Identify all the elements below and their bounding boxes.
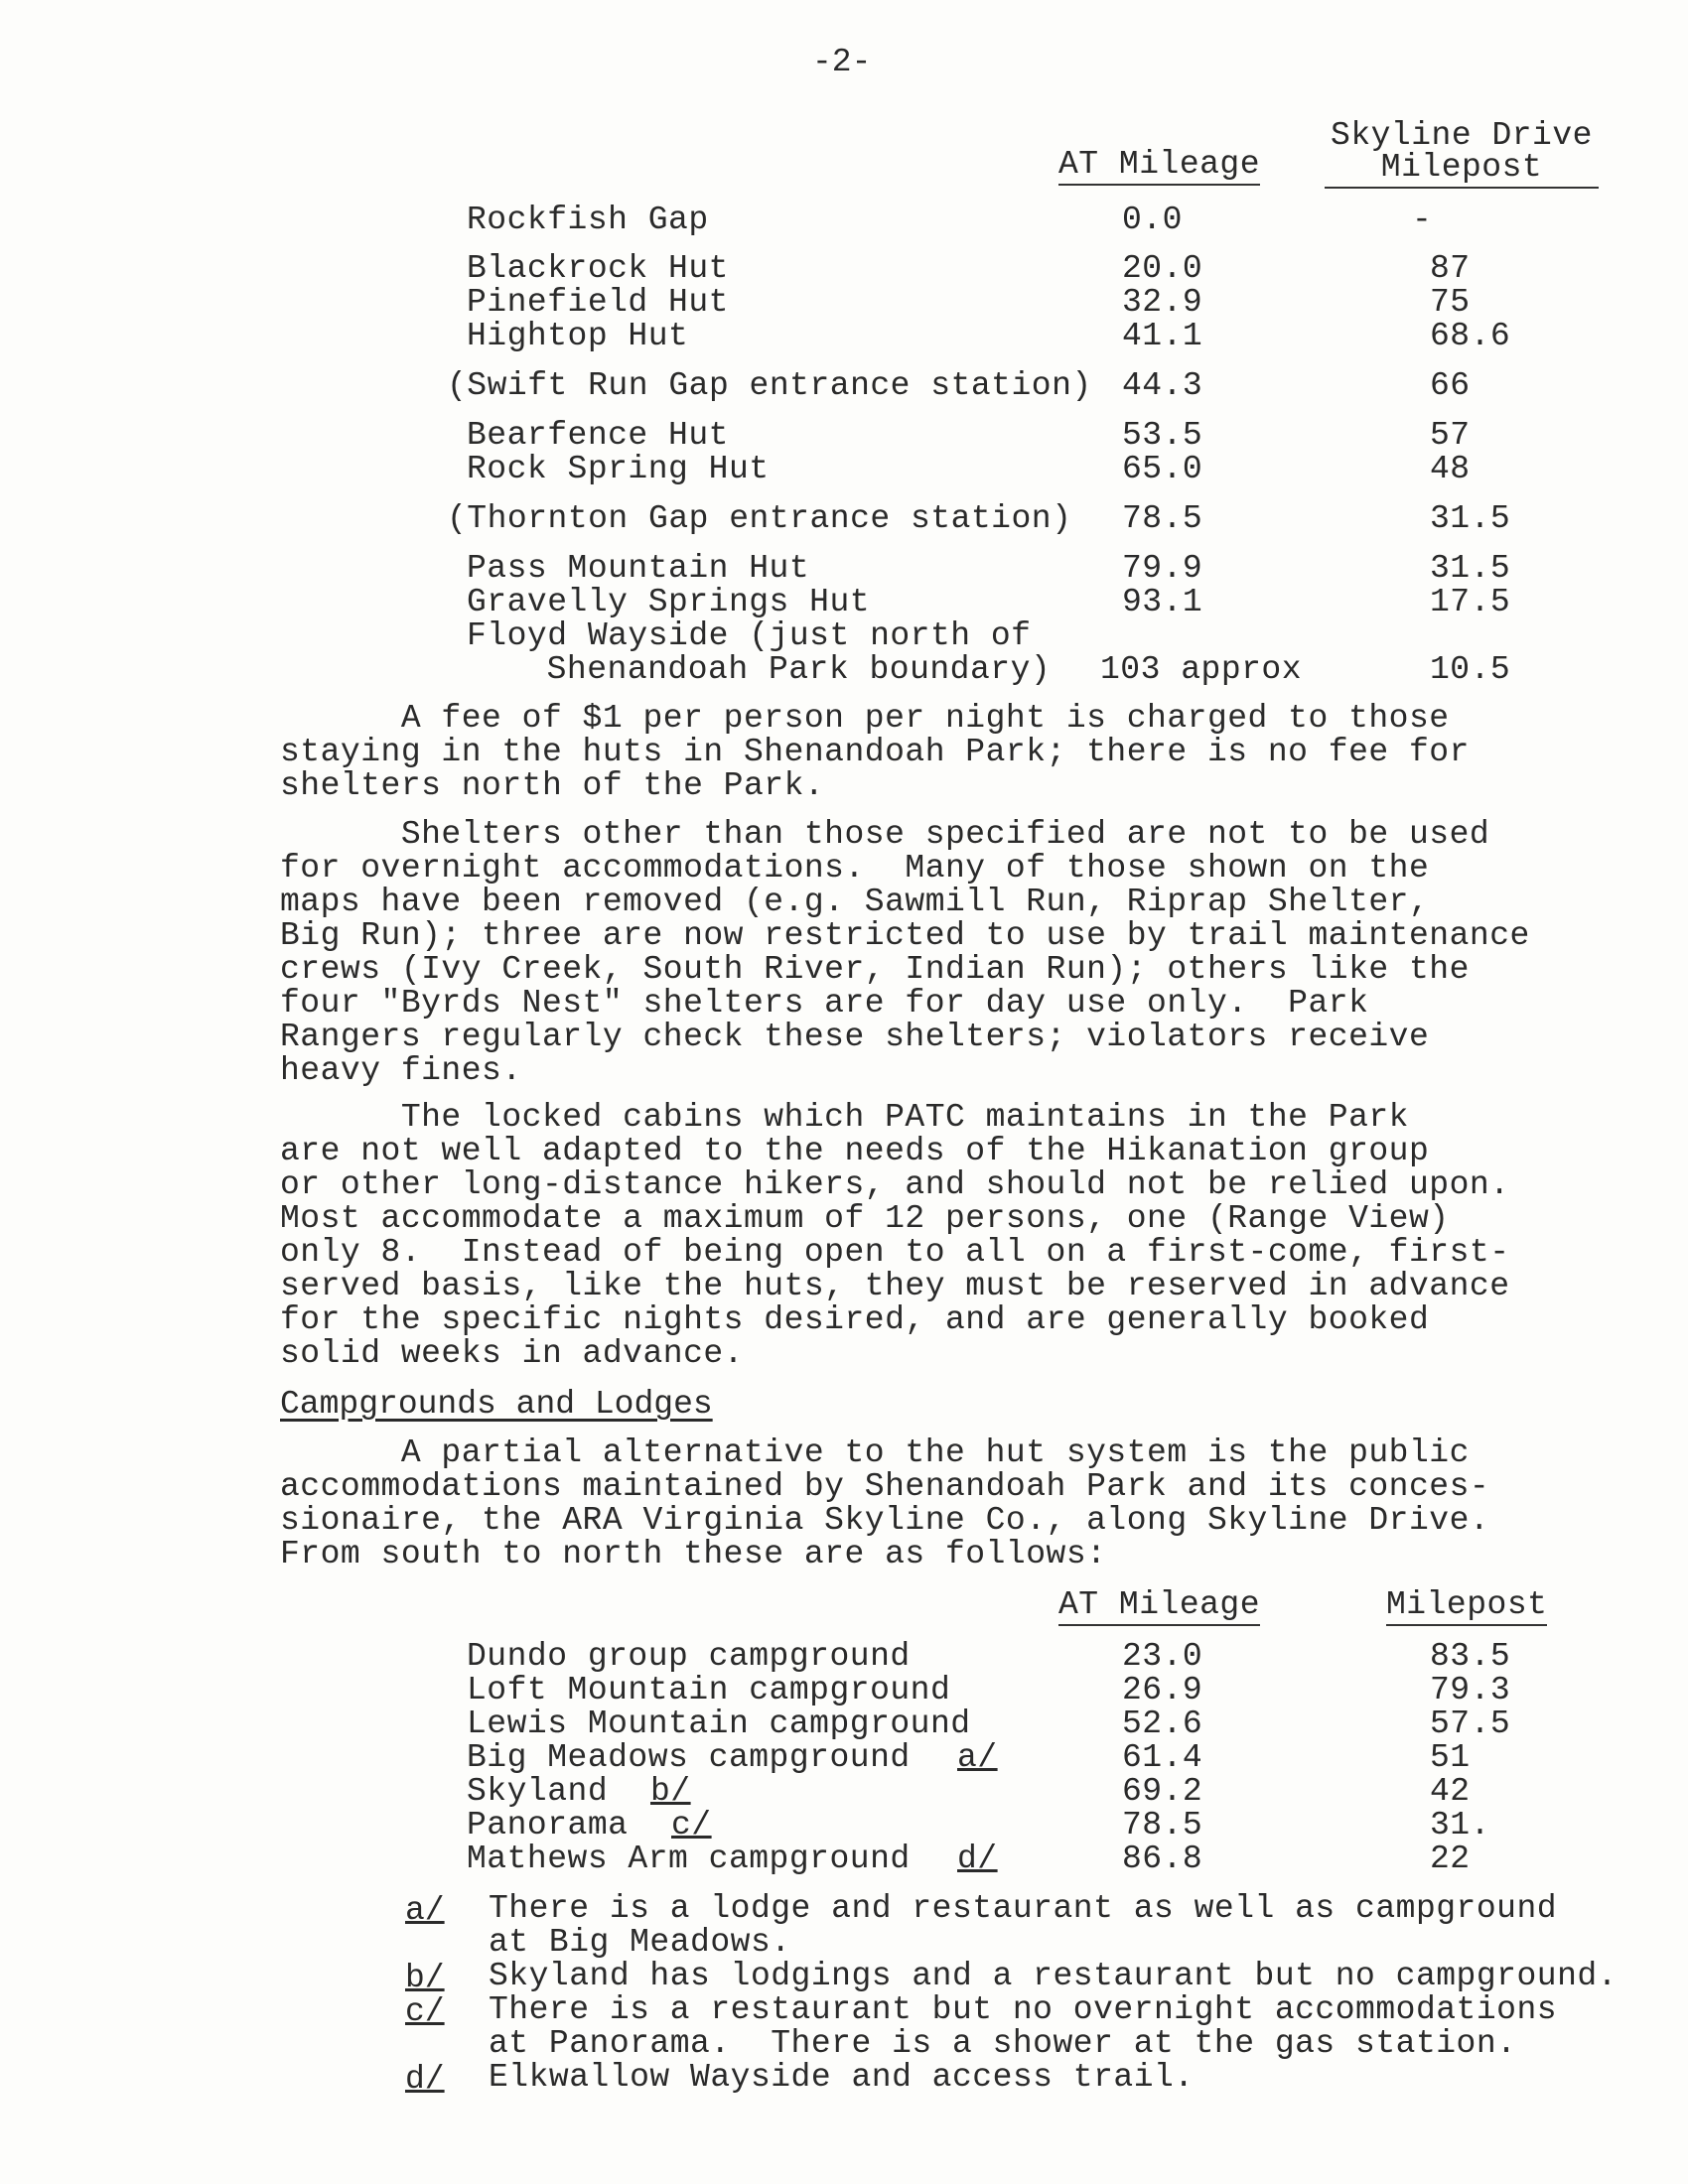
table2-cell-at-mileage: 52.6	[1122, 1706, 1203, 1742]
table1-cell-at-mileage: 93.1	[1122, 584, 1203, 620]
footnote-text: Skyland has lodgings and a restaurant but no campground.	[489, 1958, 1618, 1994]
table1-cell-milepost: 75	[1430, 284, 1471, 321]
table1-cell-name: Shenandoah Park boundary)	[506, 651, 1052, 688]
table2-cell-milepost: 42	[1430, 1773, 1471, 1810]
table1-cell-at-mileage: 53.5	[1122, 417, 1203, 454]
table1-cell-milepost: 87	[1430, 250, 1471, 287]
table2-cell-milepost: 31.	[1430, 1807, 1490, 1843]
table1-cell-name: Bearfence Hut	[467, 417, 729, 454]
table1-cell-name: Rockfish Gap	[467, 202, 709, 238]
table2-cell-at-mileage: 86.8	[1122, 1841, 1203, 1877]
table1-cell-milepost: 57	[1430, 417, 1471, 454]
table2-cell-milepost: 57.5	[1430, 1706, 1511, 1742]
paragraph-locked-cabins: The locked cabins which PATC maintains in the Park are not well adapted to the needs of the Hikanation group or other long-distance hikers, and should not be relied upon. Most accommodate a maximum of 12 persons, one (Range View) only 8. Instead of being open to all on a first-come, first- served basis, like the huts, they must be reserved in advance for the specific nights desired, and are generally booked solid weeks in advance.	[280, 1099, 1510, 1372]
table2-cell-name: Mathews Arm campground	[467, 1841, 911, 1877]
table1-cell-milepost: 31.5	[1430, 500, 1511, 537]
table2-cell-name: Lewis Mountain campground	[467, 1706, 971, 1742]
paragraph-campgrounds-intro: A partial alternative to the hut system is the public accommodations maintained by Shenandoah Park and its conces- sionaire, the ARA Virginia Skyline Co., along Skyline Drive. From south to north these are as follows:	[280, 1434, 1490, 1572]
table2-cell-milepost: 51	[1430, 1739, 1471, 1776]
table2-cell-name: Loft Mountain campground	[467, 1672, 951, 1708]
table1-cell-milepost: 10.5	[1430, 651, 1511, 688]
table1-cell-at-mileage: 41.1	[1122, 318, 1203, 354]
table1-cell-at-mileage: 0.0	[1122, 202, 1183, 238]
table1-cell-milepost: 31.5	[1430, 550, 1511, 587]
table1-cell-milepost: 17.5	[1430, 584, 1511, 620]
table1-cell-at-mileage: 44.3	[1122, 367, 1203, 404]
table1-cell-at-mileage: 65.0	[1122, 451, 1203, 487]
footnote-text: Elkwallow Wayside and access trail.	[489, 2059, 1195, 2096]
table2-cell-milepost: 83.5	[1430, 1638, 1511, 1675]
table2-cell-milepost: 79.3	[1430, 1672, 1511, 1708]
table2-cell-at-mileage: 61.4	[1122, 1739, 1203, 1776]
table2-cell-name: Big Meadows campground	[467, 1739, 911, 1776]
page-number: -2-	[812, 44, 872, 80]
table2-header-milepost: Milepost	[1386, 1588, 1547, 1626]
table1-cell-name: Blackrock Hut	[467, 250, 729, 287]
table2-cell-footnote-ref: b/	[650, 1773, 691, 1810]
table1-cell-name: Pinefield Hut	[467, 284, 729, 321]
table2-cell-name: Dundo group campground	[467, 1638, 911, 1675]
table1-header-milepost: Milepost	[1325, 151, 1599, 189]
table2-cell-at-mileage: 23.0	[1122, 1638, 1203, 1675]
footnote-mark: a/	[405, 1892, 445, 1929]
footnote-mark: d/	[405, 2061, 445, 2098]
table2-header-at-mileage: AT Mileage	[1058, 1588, 1260, 1626]
table1-cell-name: (Thornton Gap entrance station)	[447, 500, 1072, 537]
table2-cell-footnote-ref: d/	[957, 1841, 998, 1877]
table1-cell-milepost: 48	[1430, 451, 1471, 487]
table1-cell-name: Rock Spring Hut	[467, 451, 770, 487]
paragraph-fee: A fee of $1 per person per night is charged to those staying in the huts in Shenandoah Park; there is no fee for shelters north of the Park.	[280, 700, 1470, 804]
table1-cell-name: Hightop Hut	[467, 318, 689, 354]
paragraph-shelters: Shelters other than those specified are not to be used for overnight accommodations. Many of those shown on the maps have been removed (e.g. Sawmill Run, Riprap Shelter, Big Run); three are now restricted to use by trail maintenance crews (Ivy Creek, South River, Indian Run); others like the four "Byrds Nest" shelters are for day use only. Park Rangers regularly check these shelters; violators receive heavy fines.	[280, 816, 1530, 1089]
table1-cell-at-mileage: 103 approx	[1100, 651, 1303, 688]
footnote-text: There is a lodge and restaurant as well as campground at Big Meadows.	[489, 1890, 1558, 1961]
table1-header-skyline-drive: Skyline Drive	[1331, 117, 1593, 154]
table1-cell-milepost: 68.6	[1430, 318, 1511, 354]
table1-cell-at-mileage: 32.9	[1122, 284, 1203, 321]
table1-cell-at-mileage: 20.0	[1122, 250, 1203, 287]
table1-cell-name: Pass Mountain Hut	[467, 550, 810, 587]
footnote-mark: c/	[405, 1993, 445, 2030]
table1-cell-name: Gravelly Springs Hut	[467, 584, 871, 620]
table1-header-at-mileage: AT Mileage	[1058, 148, 1260, 186]
table1-cell-at-mileage: 79.9	[1122, 550, 1203, 587]
table1-cell-name: Floyd Wayside (just north of	[467, 617, 1032, 654]
footnote-text: There is a restaurant but no overnight accommodations at Panorama. There is a shower at the gas station.	[489, 1991, 1558, 2062]
table2-cell-at-mileage: 69.2	[1122, 1773, 1203, 1810]
table2-cell-footnote-ref: a/	[957, 1739, 998, 1776]
table2-cell-milepost: 22	[1430, 1841, 1471, 1877]
footnote-mark: b/	[405, 1960, 445, 1996]
section-heading-campgrounds: Campgrounds and Lodges	[280, 1386, 713, 1423]
table2-cell-at-mileage: 26.9	[1122, 1672, 1203, 1708]
table2-cell-name: Panorama	[467, 1807, 629, 1843]
table1-cell-milepost: 66	[1430, 367, 1471, 404]
table1-cell-name: (Swift Run Gap entrance station)	[447, 367, 1092, 404]
table2-cell-footnote-ref: c/	[671, 1807, 712, 1843]
table1-cell-at-mileage: 78.5	[1122, 500, 1203, 537]
table1-cell-milepost: -	[1412, 202, 1433, 238]
table2-cell-name: Skyland	[467, 1773, 609, 1810]
table2-cell-at-mileage: 78.5	[1122, 1807, 1203, 1843]
